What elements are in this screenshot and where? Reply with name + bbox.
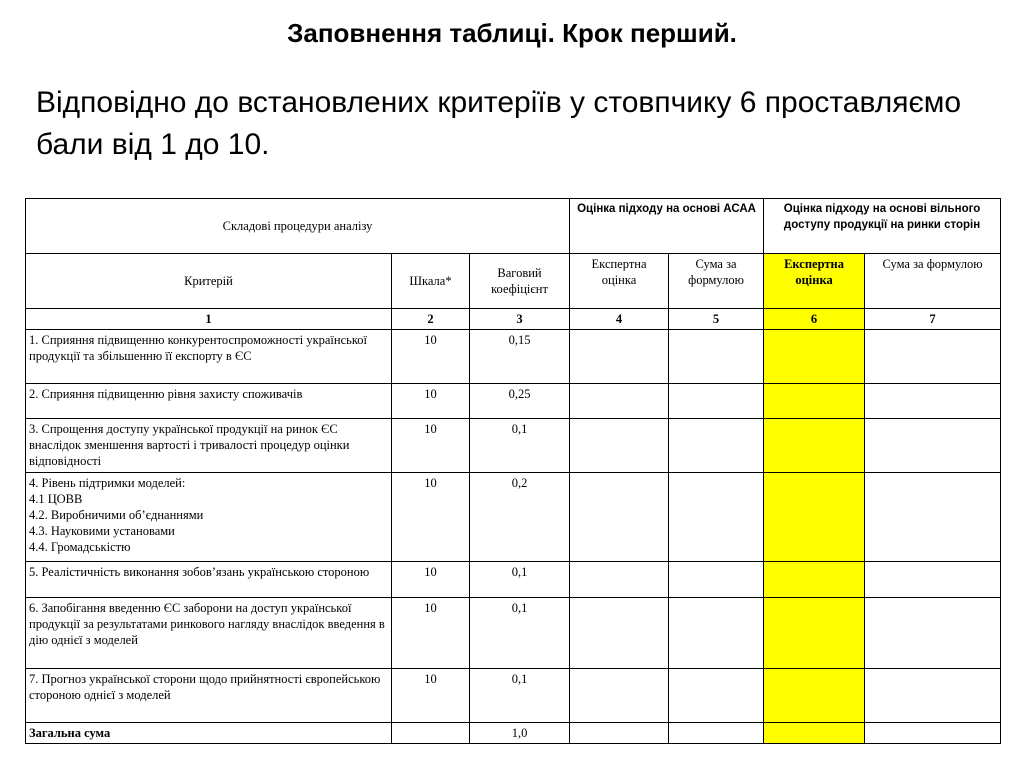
scale-cell: 10 xyxy=(392,562,470,598)
expert-score-cell[interactable] xyxy=(764,473,865,562)
weight-cell: 0,1 xyxy=(470,598,570,669)
expert-cell[interactable] xyxy=(570,419,669,473)
weight-cell: 0,1 xyxy=(470,669,570,723)
total-expert-score-cell[interactable] xyxy=(764,723,865,744)
expert-score-cell[interactable] xyxy=(764,419,865,473)
scale-cell: 10 xyxy=(392,669,470,723)
table-row xyxy=(26,419,1001,473)
total-label: Загальна сума xyxy=(26,723,392,744)
criterion-cell: 3. Спрощення доступу української продукції на ринок ЄС внаслідок зменшення вартості і тривалості процедур оцінки відповідності xyxy=(26,419,392,473)
col-number: 3 xyxy=(470,309,570,330)
criterion-cell: 7. Прогноз української сторони щодо прийнятності європейською стороною однієї з моделей xyxy=(26,669,392,723)
sum-cell[interactable] xyxy=(865,669,1001,723)
weight-cell: 0,25 xyxy=(470,384,570,419)
table-row xyxy=(26,384,1001,419)
expert-cell[interactable] xyxy=(570,330,669,384)
weight-cell: 0,1 xyxy=(470,562,570,598)
expert-score-cell[interactable] xyxy=(764,330,865,384)
expert-score-cell[interactable] xyxy=(764,669,865,723)
table-row xyxy=(26,473,1001,562)
expert-cell[interactable] xyxy=(570,384,669,419)
criteria-table xyxy=(25,198,1001,744)
table-row xyxy=(26,330,1001,384)
header-acaa: Оцінка підходу на основі АСАА xyxy=(570,199,764,254)
header-criterion: Критерій xyxy=(26,254,392,309)
expert-score-cell[interactable] xyxy=(764,598,865,669)
header-scale: Шкала* xyxy=(392,254,470,309)
scale-cell: 10 xyxy=(392,419,470,473)
sum-cell[interactable] xyxy=(669,330,764,384)
total-sum-cell[interactable] xyxy=(865,723,1001,744)
expert-score-cell[interactable] xyxy=(764,562,865,598)
sum-cell[interactable] xyxy=(669,419,764,473)
sum-cell[interactable] xyxy=(669,598,764,669)
sum-cell[interactable] xyxy=(669,384,764,419)
sum-cell[interactable] xyxy=(865,562,1001,598)
header-components: Складові процедури аналізу xyxy=(26,199,570,254)
criterion-cell: 2. Сприяння підвищенню рівня захисту споживачів xyxy=(26,384,392,419)
scale-cell: 10 xyxy=(392,598,470,669)
weight-cell: 0,1 xyxy=(470,419,570,473)
header-free-access: Оцінка підходу на основі вільного доступу продукції на ринки сторін xyxy=(764,199,1001,254)
table-row xyxy=(26,598,1001,669)
weight-cell: 0,2 xyxy=(470,473,570,562)
total-sum-cell[interactable] xyxy=(669,723,764,744)
col-number: 6 xyxy=(764,309,865,330)
total-scale-cell xyxy=(392,723,470,744)
expert-cell[interactable] xyxy=(570,598,669,669)
col-number: 2 xyxy=(392,309,470,330)
expert-score-cell[interactable] xyxy=(764,384,865,419)
header-sum-1: Сума за формулою xyxy=(669,254,764,309)
sum-cell[interactable] xyxy=(865,598,1001,669)
total-weight: 1,0 xyxy=(470,723,570,744)
table-row xyxy=(26,562,1001,598)
header-sum-2: Сума за формулою xyxy=(865,254,1001,309)
scale-cell: 10 xyxy=(392,473,470,562)
criterion-cell: 5. Реалістичність виконання зобов’язань українською стороною xyxy=(26,562,392,598)
header-expert-1: Експертна оцінка xyxy=(570,254,669,309)
total-expert-cell[interactable] xyxy=(570,723,669,744)
sum-cell[interactable] xyxy=(865,419,1001,473)
scale-cell: 10 xyxy=(392,330,470,384)
col-number: 1 xyxy=(26,309,392,330)
table-row xyxy=(26,669,1001,723)
criterion-cell: 6. Запобігання введенню ЄС заборони на доступ української продукції за результатами ринкового нагляду внаслідок введення в дію однієї з моделей xyxy=(26,598,392,669)
sum-cell[interactable] xyxy=(865,473,1001,562)
header-weight: Ваговий коефіцієнт xyxy=(470,254,570,309)
col-number: 7 xyxy=(865,309,1001,330)
total-row xyxy=(26,723,1001,744)
expert-cell[interactable] xyxy=(570,669,669,723)
weight-cell: 0,15 xyxy=(470,330,570,384)
criterion-cell: 1. Сприяння підвищенню конкурентоспроможності української продукції та збільшенню її експорту в ЄС xyxy=(26,330,392,384)
expert-cell[interactable] xyxy=(570,473,669,562)
sum-cell[interactable] xyxy=(669,562,764,598)
col-number: 5 xyxy=(669,309,764,330)
intro-text: Відповідно до встановлених критеріїв у стовпчику 6 проставляємо бали від 1 до 10. xyxy=(36,86,962,161)
sum-cell[interactable] xyxy=(865,384,1001,419)
expert-cell[interactable] xyxy=(570,562,669,598)
header-expert-2: Експертна оцінка xyxy=(764,254,865,309)
sum-cell[interactable] xyxy=(669,473,764,562)
col-number: 4 xyxy=(570,309,669,330)
sum-cell[interactable] xyxy=(669,669,764,723)
sum-cell[interactable] xyxy=(865,330,1001,384)
slide-title: Заповнення таблиці. Крок перший. xyxy=(287,18,737,48)
criterion-cell: 4. Рівень підтримки моделей: 4.1 ЦОВВ 4.2. Виробничими об’єднаннями 4.3. Науковими установами 4.4. Громадськістю xyxy=(26,473,392,562)
scale-cell: 10 xyxy=(392,384,470,419)
